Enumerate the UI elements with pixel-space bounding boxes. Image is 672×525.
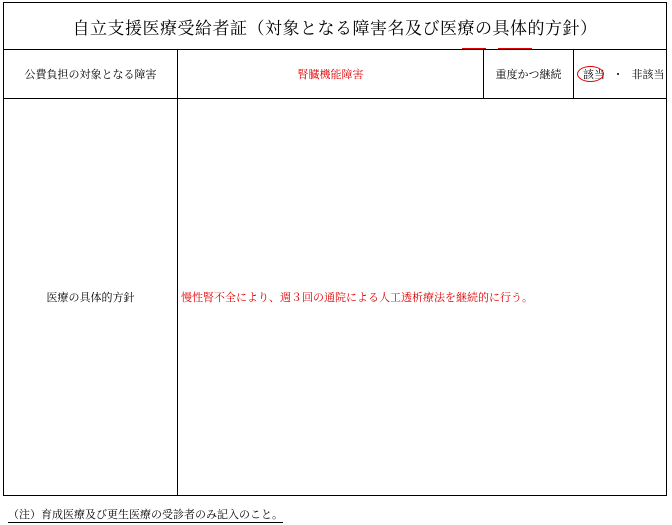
- disability-name: 腎臓機能障害: [297, 68, 364, 81]
- certificate-form: [3, 2, 667, 496]
- policy-label: 医療の具体的方針: [46, 291, 135, 304]
- option-separator: ・: [612, 68, 624, 81]
- label-column-divider: [177, 50, 178, 495]
- severity-label: 重度かつ継続: [495, 68, 562, 81]
- footnote: （注）育成医療及び更生医療の受診者のみ記入のこと。: [8, 508, 283, 521]
- severity-right-divider: [573, 50, 574, 98]
- disability-label: 公費負担の対象となる障害: [24, 68, 157, 81]
- option-applicable: 該当: [583, 68, 605, 81]
- form-title: 自立支援医療受給者証（対象となる障害名及び医療の具体的方針）: [72, 18, 598, 39]
- option-not-applicable: 非該当: [631, 68, 665, 81]
- policy-text: 慢性腎不全により、週３回の通院による人工透析療法を継続的に行う。: [181, 291, 533, 304]
- selected-option-circle: [577, 66, 604, 82]
